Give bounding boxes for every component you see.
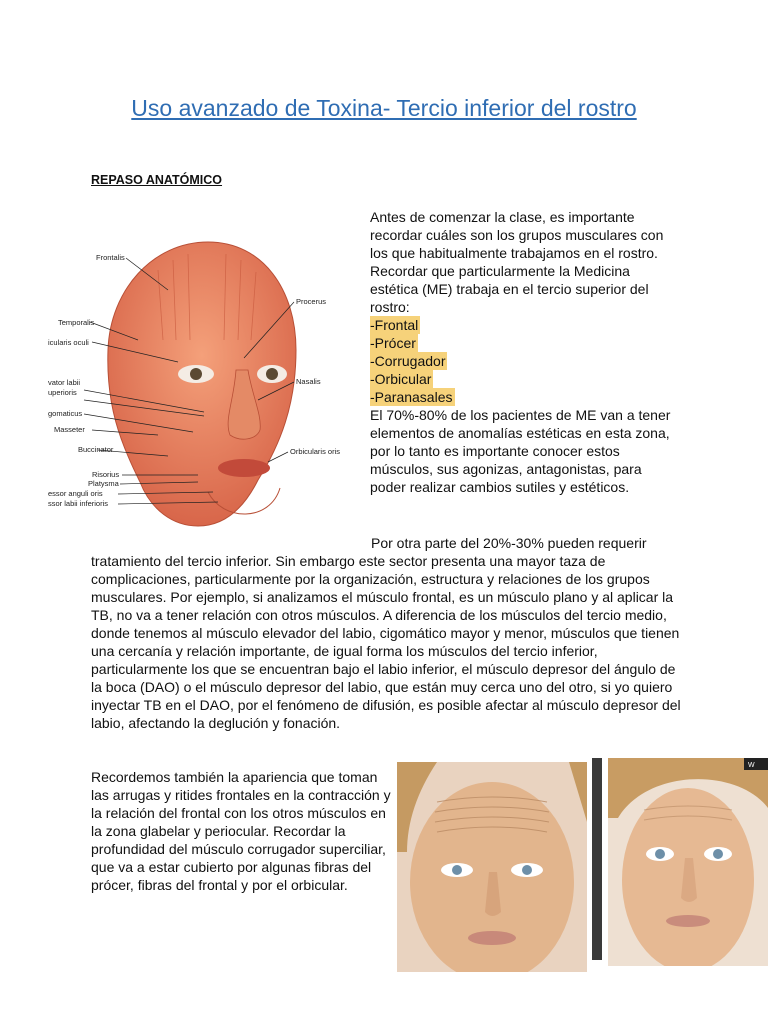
label-frontalis: Frontalis [96,253,125,262]
face-photo-relaxed [608,758,768,966]
paragraph-lower-third-text: Por otra parte del 20%-30% pueden requerir tratamiento del tercio inferior. Sin embargo este sector presenta una mayor taza de complicaciones, particularmente por la organización, estructura y relaciones de los grupos musculares. Por ejemplo, si analizamos el músculo frontal, es un músculo plano y al aplicar la TB, no va a tener relación con otros músculos. A diferencia de los músculos del tercio medio, donde tenemos al músculo elevador del labio, cigomático mayor y menor, músculos que tienen una cercanía y relación importante, de igual forma los músculos del tercio inferior, particularmente los que se encuentran bajo el labio inferior, el músculo depresor del ángulo de la boca (DAO) o el músculo depresor del labio, que están muy cerca uno del otro, si yo quiero inyectar TB en el DAO, por el fenómeno de difusión, es posible afectar al músculo depresor del labio, afectando la deglución y fonación. [91,535,681,731]
label-levator-1: vator labii [48,378,81,387]
label-levator-2: uperioris [48,388,77,397]
label-depressor-labii: ssor labii inferioris [48,499,109,508]
muscle-item-paranasales: -Paranasales [370,389,453,405]
paragraph-wrinkles: Recordemos también la apariencia que toman las arrugas y ritides frontales en la contracción y la relación del frontal con los otros músculos en la zona glabelar y periocular. Recordar la profundidad del músculo corrugador superciliar, que va a estar cubierto por algunas fibras del prócer, fibras del frontal y por el orbicular. [91,769,391,893]
section-heading: REPASO ANATÓMICO [91,173,223,187]
label-procerus: Procerus [296,297,327,306]
muscle-item-corrugador: -Corrugador [370,353,446,369]
muscle-item-frontal: -Frontal [370,317,419,333]
label-risorius: Risorius [92,470,120,479]
label-zygomaticus: gomaticus [48,409,83,418]
image-divider [592,758,602,960]
lips [218,459,270,477]
label-masseter: Masseter [54,425,85,434]
label-depressor-anguli: essor anguli oris [48,489,103,498]
muscle-item-orbicular: -Orbicular [370,371,432,387]
label-nasalis: Nasalis [296,377,321,386]
photo-tag: W [748,762,755,769]
muscle-list [370,316,680,406]
paragraph-lower-third [91,534,681,732]
face-photo-contracted [397,762,587,972]
page-title: Uso avanzado de Toxina- Tercio inferior del rostro [131,95,637,121]
intro-block [370,208,680,496]
label-orbicularis-oris: Orbicularis oris [290,447,341,456]
label-platysma: Platysma [88,479,119,488]
facial-muscles-illustration [48,230,348,530]
muscle-item-procer: -Prócer [370,335,416,351]
label-temporalis: Temporalis [58,318,95,327]
intro-followup: El 70%-80% de los pacientes de ME van a tener elementos de anomalías estéticas en esta zona, por lo tanto es importante conocer estos músculos, sus agonizas, antagonistas, para poder realizar cambios sutiles y estéticos. [370,407,671,495]
intro-paragraph: Antes de comenzar la clase, es importante recordar cuáles son los grupos musculares con los que habitualmente trabajamos en el rostro. Recordar que particularmente la Medicina estética (ME) trabaja en el tercio superior del rostro: [370,209,664,315]
label-orbicularis-oculi: icularis oculi [48,338,89,347]
label-buccinator: Buccinator [78,445,114,454]
